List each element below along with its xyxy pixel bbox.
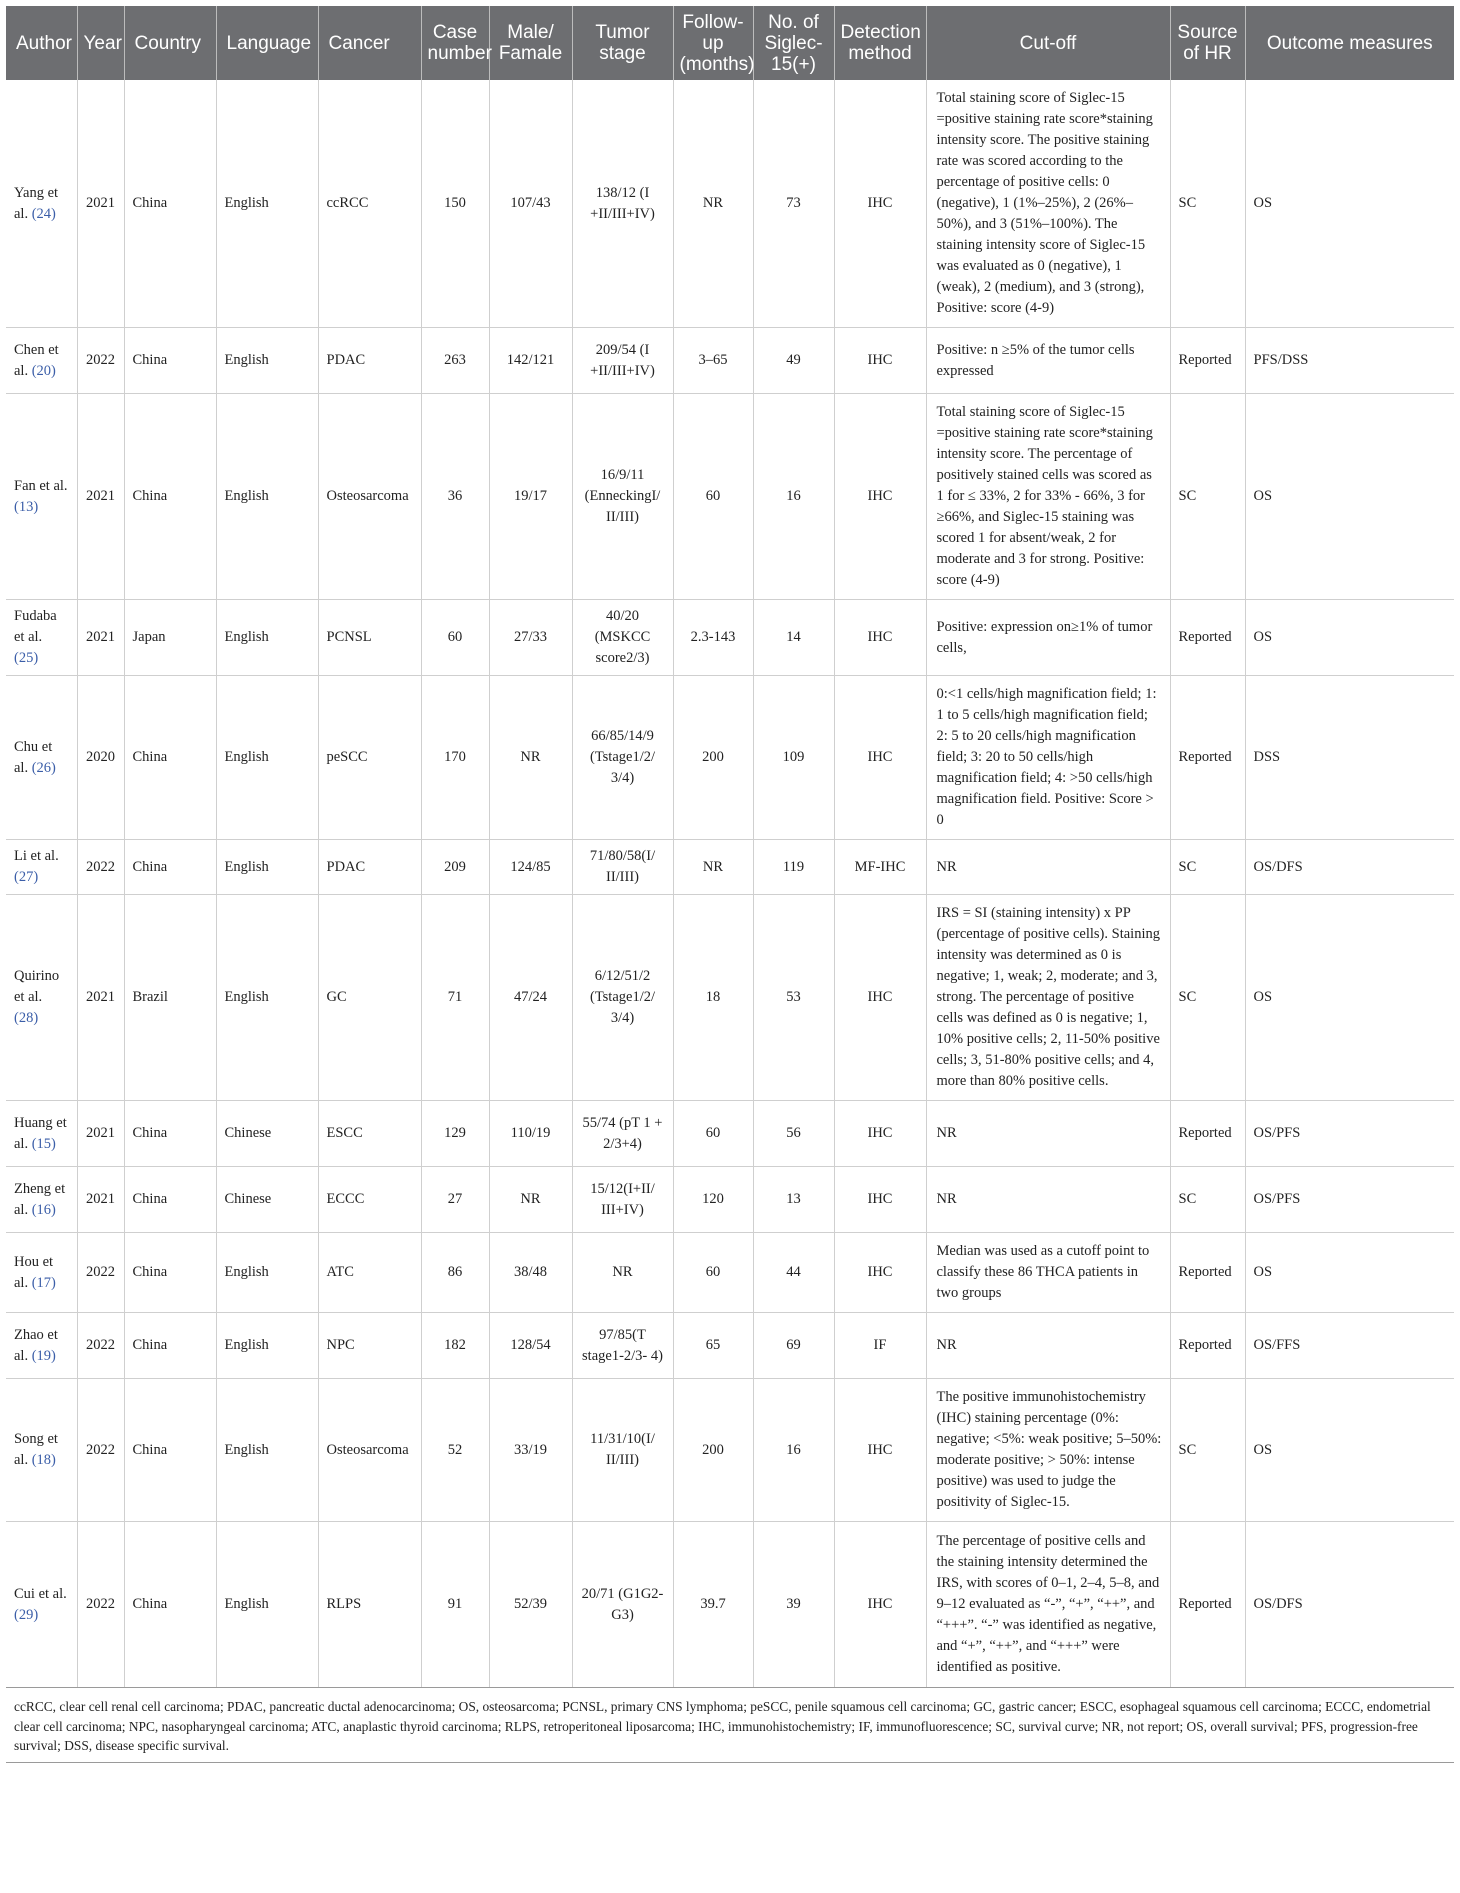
cell-language: English bbox=[216, 676, 318, 840]
cell-language: Chinese bbox=[216, 1101, 318, 1167]
cell-cancer: PDAC bbox=[318, 840, 421, 895]
cell-cutoff: NR bbox=[926, 1313, 1170, 1379]
table-row bbox=[6, 1313, 1454, 1379]
cell-hr: SC bbox=[1170, 1167, 1245, 1233]
cell-positive: 109 bbox=[753, 676, 834, 840]
cell-cases: 27 bbox=[421, 1167, 489, 1233]
author-name: Hou et al. bbox=[14, 1253, 54, 1291]
cell-cutoff: Median was used as a cutoff point to classify these 86 THCA patients in two groups bbox=[926, 1233, 1170, 1313]
cell-cases: 71 bbox=[421, 895, 489, 1101]
cell-outcome: OS bbox=[1245, 394, 1454, 600]
author-name: Li et al. bbox=[14, 848, 59, 864]
cell-method: IHC bbox=[834, 1379, 926, 1522]
cell-positive: 49 bbox=[753, 328, 834, 394]
cell-stage: 16/9/11 (EnneckingI/ II/III) bbox=[572, 394, 673, 600]
author-name: Yang et al. bbox=[14, 184, 59, 222]
cell-method: IHC bbox=[834, 80, 926, 328]
cell-sex: 52/39 bbox=[489, 1522, 572, 1688]
cell-method: IHC bbox=[834, 895, 926, 1101]
cell-language: English bbox=[216, 328, 318, 394]
cell-year: 2022 bbox=[77, 1233, 124, 1313]
author-name: Zhao et al. bbox=[14, 1326, 58, 1364]
cell-hr: Reported bbox=[1170, 676, 1245, 840]
cell-sex: 33/19 bbox=[489, 1379, 572, 1522]
cell-author bbox=[6, 600, 77, 676]
header-row bbox=[6, 6, 1454, 80]
cell-hr: Reported bbox=[1170, 1313, 1245, 1379]
cell-cases: 182 bbox=[421, 1313, 489, 1379]
table-row bbox=[6, 1233, 1454, 1313]
reference-link[interactable]: (16) bbox=[31, 1201, 56, 1218]
cell-author bbox=[6, 1233, 77, 1313]
cell-sex: 27/33 bbox=[489, 600, 572, 676]
cell-followup: 65 bbox=[673, 1313, 753, 1379]
cell-positive: 69 bbox=[753, 1313, 834, 1379]
cell-year: 2022 bbox=[77, 328, 124, 394]
cell-outcome: OS bbox=[1245, 600, 1454, 676]
cell-hr: SC bbox=[1170, 80, 1245, 328]
cell-author bbox=[6, 1167, 77, 1233]
cell-country: China bbox=[124, 1522, 216, 1688]
cell-year: 2021 bbox=[77, 1101, 124, 1167]
column-header: Language bbox=[216, 6, 318, 80]
column-header: Source of HR bbox=[1170, 6, 1245, 80]
cell-hr: Reported bbox=[1170, 1522, 1245, 1688]
cell-outcome: OS bbox=[1245, 895, 1454, 1101]
reference-link[interactable]: (15) bbox=[31, 1135, 56, 1152]
cell-followup: 2.3-143 bbox=[673, 600, 753, 676]
cell-outcome: OS/FFS bbox=[1245, 1313, 1454, 1379]
reference-link[interactable]: (18) bbox=[31, 1452, 56, 1468]
cell-method: IHC bbox=[834, 328, 926, 394]
cell-sex: 110/19 bbox=[489, 1101, 572, 1167]
cell-hr: Reported bbox=[1170, 1101, 1245, 1167]
cell-positive: 56 bbox=[753, 1101, 834, 1167]
cell-outcome: OS bbox=[1245, 1233, 1454, 1313]
cell-hr: SC bbox=[1170, 895, 1245, 1101]
table-row bbox=[6, 1379, 1454, 1522]
cell-cancer: ATC bbox=[318, 1233, 421, 1313]
column-header: Follow-up (months) bbox=[673, 6, 753, 80]
cell-cutoff: The percentage of positive cells and the staining intensity determined the IRS, with scores of 0–1, 2–4, 5–8, and 9–12 evaluated as “-”, “+”, “++”, and “+++”. “-” was identified as negative, and “+”, “++”, and “+++” were identified as positive. bbox=[926, 1522, 1170, 1688]
cell-language: English bbox=[216, 1522, 318, 1688]
cell-outcome: OS/PFS bbox=[1245, 1101, 1454, 1167]
cell-hr: SC bbox=[1170, 840, 1245, 895]
cell-method: MF-IHC bbox=[834, 840, 926, 895]
cell-stage: 40/20 (MSKCC score2/3) bbox=[572, 600, 673, 676]
cell-author bbox=[6, 676, 77, 840]
cell-year: 2021 bbox=[77, 394, 124, 600]
cell-hr: Reported bbox=[1170, 600, 1245, 676]
cell-author bbox=[6, 80, 77, 328]
cell-sex: 142/121 bbox=[489, 328, 572, 394]
cell-cancer: ESCC bbox=[318, 1101, 421, 1167]
cell-sex: 38/48 bbox=[489, 1233, 572, 1313]
cell-stage: 55/74 (pT 1 + 2/3+4) bbox=[572, 1101, 673, 1167]
cell-sex: 107/43 bbox=[489, 80, 572, 328]
cell-cancer: GC bbox=[318, 895, 421, 1101]
table-row bbox=[6, 600, 1454, 676]
cell-cases: 52 bbox=[421, 1379, 489, 1522]
cell-hr: Reported bbox=[1170, 328, 1245, 394]
cell-positive: 119 bbox=[753, 840, 834, 895]
table-footnote: ccRCC, clear cell renal cell carcinoma; PDAC, pancreatic ductal adenocarcinoma; OS, osteosarcoma; PCNSL, primary CNS lymphoma; peSCC, penile squamous cell carcinoma; GC, gastric cancer; ESCC, esophageal squamous cell carcinoma; ECCC, endometrial clear cell carcinoma; NPC, nasopharyngeal carcinoma; ATC, anaplastic thyroid carcinoma; RLPS, retroperitoneal liposarcoma; IHC, immunohistochemistry; IF, immunofluorescence; SC, survival curve; NR, not report; OS, overall survival; PFS, progression-free survival; DSS, disease specific survival. bbox=[6, 1688, 1454, 1763]
reference-link[interactable]: (25) bbox=[14, 650, 39, 666]
cell-country: Japan bbox=[124, 600, 216, 676]
cell-outcome: PFS/DSS bbox=[1245, 328, 1454, 394]
cell-country: China bbox=[124, 1379, 216, 1522]
table-row bbox=[6, 895, 1454, 1101]
cell-year: 2022 bbox=[77, 1379, 124, 1522]
cell-followup: 18 bbox=[673, 895, 753, 1101]
cell-followup: NR bbox=[673, 840, 753, 895]
cell-outcome: OS/PFS bbox=[1245, 1167, 1454, 1233]
table-row bbox=[6, 1167, 1454, 1233]
table-row bbox=[6, 328, 1454, 394]
cell-language: English bbox=[216, 840, 318, 895]
cell-cases: 150 bbox=[421, 80, 489, 328]
reference-link[interactable]: (20) bbox=[31, 362, 56, 379]
cell-author bbox=[6, 328, 77, 394]
cell-author bbox=[6, 840, 77, 895]
cell-language: English bbox=[216, 394, 318, 600]
author-name: Cui et al. bbox=[14, 1585, 67, 1602]
cell-stage: 6/12/51/2 (Tstage1/2/ 3/4) bbox=[572, 895, 673, 1101]
author-name: Fan et al. bbox=[14, 477, 68, 494]
cell-author bbox=[6, 1522, 77, 1688]
cell-followup: 39.7 bbox=[673, 1522, 753, 1688]
cell-cutoff: The positive immunohistochemistry (IHC) staining percentage (0%: negative; <5%: weak positive; 5–50%: moderate positive; > 50%: intense positive) was used to judge the positivity of Siglec-15. bbox=[926, 1379, 1170, 1522]
cell-positive: 14 bbox=[753, 600, 834, 676]
cell-cases: 91 bbox=[421, 1522, 489, 1688]
column-header: Case number bbox=[421, 6, 489, 80]
cell-sex: NR bbox=[489, 1167, 572, 1233]
study-characteristics-table bbox=[6, 6, 1454, 1688]
cell-year: 2021 bbox=[77, 1167, 124, 1233]
cell-country: China bbox=[124, 840, 216, 895]
cell-sex: 47/24 bbox=[489, 895, 572, 1101]
cell-country: China bbox=[124, 1101, 216, 1167]
cell-sex: 124/85 bbox=[489, 840, 572, 895]
cell-cases: 36 bbox=[421, 394, 489, 600]
reference-link[interactable]: (26) bbox=[31, 759, 56, 776]
cell-cancer: ECCC bbox=[318, 1167, 421, 1233]
author-name: Chu et al. bbox=[14, 738, 53, 776]
cell-cancer: Osteosarcoma bbox=[318, 394, 421, 600]
cell-author bbox=[6, 895, 77, 1101]
cell-cutoff: Positive: expression on≥1% of tumor cells, bbox=[926, 600, 1170, 676]
column-header: Outcome measures bbox=[1245, 6, 1454, 80]
cell-stage: NR bbox=[572, 1233, 673, 1313]
cell-language: English bbox=[216, 1233, 318, 1313]
cell-method: IHC bbox=[834, 1101, 926, 1167]
cell-cutoff: 0:<1 cells/high magnification field; 1: 1 to 5 cells/high magnification field; 2: 5 to 20 cells/high magnification field; 3: 20 to 50 cells/high magnification field; 4: >50 cells/high magnification field. Positive: Score > 0 bbox=[926, 676, 1170, 840]
author-name: Quirino et al. bbox=[14, 968, 60, 1005]
cell-followup: 3–65 bbox=[673, 328, 753, 394]
reference-link[interactable]: (29) bbox=[14, 1606, 39, 1623]
cell-stage: 20/71 (G1G2-G3) bbox=[572, 1522, 673, 1688]
cell-hr: SC bbox=[1170, 1379, 1245, 1522]
cell-cancer: NPC bbox=[318, 1313, 421, 1379]
cell-language: English bbox=[216, 80, 318, 328]
reference-link[interactable]: (13) bbox=[14, 498, 39, 515]
cell-outcome: OS bbox=[1245, 1379, 1454, 1522]
column-header: Detection method bbox=[834, 6, 926, 80]
cell-cases: 129 bbox=[421, 1101, 489, 1167]
cell-cancer: PCNSL bbox=[318, 600, 421, 676]
cell-positive: 13 bbox=[753, 1167, 834, 1233]
cell-cutoff: Total staining score of Siglec-15 =positive staining rate score*staining intensity score. The positive staining rate was scored according to the percentage of positive cells: 0 (negative), 1 (1%–25%), 2 (26%–50%), and 3 (51%–100%). The staining intensity score of Siglec-15 was evaluated as 0 (negative), 1 (weak), 2 (medium), and 3 (strong), Positive: score (4-9) bbox=[926, 80, 1170, 328]
cell-year: 2022 bbox=[77, 1522, 124, 1688]
author-name: Chen et al. bbox=[14, 341, 59, 379]
cell-followup: NR bbox=[673, 80, 753, 328]
cell-method: IHC bbox=[834, 676, 926, 840]
cell-country: China bbox=[124, 328, 216, 394]
cell-cutoff: NR bbox=[926, 1167, 1170, 1233]
cell-stage: 66/85/14/9 (Tstage1/2/ 3/4) bbox=[572, 676, 673, 840]
cell-positive: 39 bbox=[753, 1522, 834, 1688]
cell-cutoff: NR bbox=[926, 1101, 1170, 1167]
cell-positive: 73 bbox=[753, 80, 834, 328]
cell-cases: 263 bbox=[421, 328, 489, 394]
cell-method: IHC bbox=[834, 1167, 926, 1233]
cell-country: Brazil bbox=[124, 895, 216, 1101]
cell-sex: NR bbox=[489, 676, 572, 840]
cell-cases: 86 bbox=[421, 1233, 489, 1313]
cell-country: China bbox=[124, 1167, 216, 1233]
cell-cases: 209 bbox=[421, 840, 489, 895]
cell-year: 2021 bbox=[77, 600, 124, 676]
cell-stage: 97/85(T stage1-2/3- 4) bbox=[572, 1313, 673, 1379]
cell-language: English bbox=[216, 895, 318, 1101]
table-row bbox=[6, 1101, 1454, 1167]
cell-positive: 16 bbox=[753, 1379, 834, 1522]
cell-year: 2020 bbox=[77, 676, 124, 840]
cell-outcome: OS/DFS bbox=[1245, 840, 1454, 895]
table-row bbox=[6, 676, 1454, 840]
cell-positive: 53 bbox=[753, 895, 834, 1101]
cell-followup: 200 bbox=[673, 1379, 753, 1522]
table-row bbox=[6, 840, 1454, 895]
cell-followup: 60 bbox=[673, 1233, 753, 1313]
cell-cancer: RLPS bbox=[318, 1522, 421, 1688]
cell-method: IHC bbox=[834, 1522, 926, 1688]
author-name: Song et al. bbox=[14, 1431, 58, 1468]
cell-year: 2021 bbox=[77, 80, 124, 328]
cell-cancer: Osteosarcoma bbox=[318, 1379, 421, 1522]
cell-language: Chinese bbox=[216, 1167, 318, 1233]
cell-followup: 200 bbox=[673, 676, 753, 840]
study-characteristics-table-container bbox=[6, 6, 1454, 1763]
cell-cutoff: Total staining score of Siglec-15 =positive staining rate score*staining intensity score. The percentage of positively stained cells was scored as 1 for ≤ 33%, 2 for 33% - 66%, 3 for ≥66%, and Siglec-15 staining was scored 1 for absent/weak, 2 for moderate and 3 for strong. Positive: score (4-9) bbox=[926, 394, 1170, 600]
reference-link[interactable]: (17) bbox=[31, 1274, 56, 1291]
cell-outcome: OS bbox=[1245, 80, 1454, 328]
cell-country: China bbox=[124, 1313, 216, 1379]
cell-positive: 16 bbox=[753, 394, 834, 600]
cell-cutoff: Positive: n ≥5% of the tumor cells expressed bbox=[926, 328, 1170, 394]
author-name: Zheng et al. bbox=[14, 1180, 66, 1218]
reference-link[interactable]: (24) bbox=[31, 205, 56, 222]
cell-language: English bbox=[216, 600, 318, 676]
cell-country: China bbox=[124, 80, 216, 328]
column-header: Cancer bbox=[318, 6, 421, 80]
cell-method: IHC bbox=[834, 1233, 926, 1313]
author-name: Huang et al. bbox=[14, 1114, 67, 1152]
cell-stage: 209/54 (I +II/III+IV) bbox=[572, 328, 673, 394]
table-body bbox=[6, 80, 1454, 1688]
cell-stage: 11/31/10(I/ II/III) bbox=[572, 1379, 673, 1522]
cell-stage: 71/80/58(I/ II/III) bbox=[572, 840, 673, 895]
cell-followup: 60 bbox=[673, 394, 753, 600]
cell-year: 2021 bbox=[77, 895, 124, 1101]
table-row bbox=[6, 80, 1454, 328]
cell-language: English bbox=[216, 1313, 318, 1379]
cell-year: 2022 bbox=[77, 840, 124, 895]
cell-cutoff: IRS = SI (staining intensity) x PP (percentage of positive cells). Staining intensity was determined as 0 is negative; 1, weak; 2, moderate; and 3, strong. The percentage of positive cells was defined as 0 is negative; 1, 10% positive cells; 2, 11-50% positive cells; 3, 51-80% positive cells; and 4, more than 80% positive cells. bbox=[926, 895, 1170, 1101]
cell-cancer: peSCC bbox=[318, 676, 421, 840]
column-header: Male/ Famale bbox=[489, 6, 572, 80]
cell-method: IHC bbox=[834, 394, 926, 600]
reference-link[interactable]: (19) bbox=[31, 1347, 56, 1364]
cell-year: 2022 bbox=[77, 1313, 124, 1379]
column-header: Cut-off bbox=[926, 6, 1170, 80]
cell-author bbox=[6, 394, 77, 600]
cell-language: English bbox=[216, 1379, 318, 1522]
column-header: Author bbox=[6, 6, 77, 80]
column-header: No. of Siglec-15(+) bbox=[753, 6, 834, 80]
reference-link[interactable]: (27) bbox=[14, 869, 39, 885]
column-header: Tumor stage bbox=[572, 6, 673, 80]
table-row bbox=[6, 1522, 1454, 1688]
cell-cutoff: NR bbox=[926, 840, 1170, 895]
column-header: Year bbox=[77, 6, 124, 80]
cell-country: China bbox=[124, 394, 216, 600]
reference-link[interactable]: (28) bbox=[14, 1010, 39, 1026]
cell-cancer: PDAC bbox=[318, 328, 421, 394]
column-header: Country bbox=[124, 6, 216, 80]
cell-cancer: ccRCC bbox=[318, 80, 421, 328]
cell-sex: 128/54 bbox=[489, 1313, 572, 1379]
cell-author bbox=[6, 1379, 77, 1522]
cell-sex: 19/17 bbox=[489, 394, 572, 600]
cell-hr: Reported bbox=[1170, 1233, 1245, 1313]
cell-hr: SC bbox=[1170, 394, 1245, 600]
cell-author bbox=[6, 1101, 77, 1167]
cell-country: China bbox=[124, 676, 216, 840]
table-row bbox=[6, 394, 1454, 600]
cell-outcome: DSS bbox=[1245, 676, 1454, 840]
cell-followup: 60 bbox=[673, 1101, 753, 1167]
cell-stage: 138/12 (I +II/III+IV) bbox=[572, 80, 673, 328]
cell-positive: 44 bbox=[753, 1233, 834, 1313]
cell-method: IHC bbox=[834, 600, 926, 676]
cell-cases: 60 bbox=[421, 600, 489, 676]
cell-method: IF bbox=[834, 1313, 926, 1379]
cell-cases: 170 bbox=[421, 676, 489, 840]
cell-country: China bbox=[124, 1233, 216, 1313]
cell-outcome: OS/DFS bbox=[1245, 1522, 1454, 1688]
cell-author bbox=[6, 1313, 77, 1379]
cell-followup: 120 bbox=[673, 1167, 753, 1233]
cell-stage: 15/12(I+II/ III+IV) bbox=[572, 1167, 673, 1233]
author-name: Fudaba et al. bbox=[14, 608, 57, 645]
